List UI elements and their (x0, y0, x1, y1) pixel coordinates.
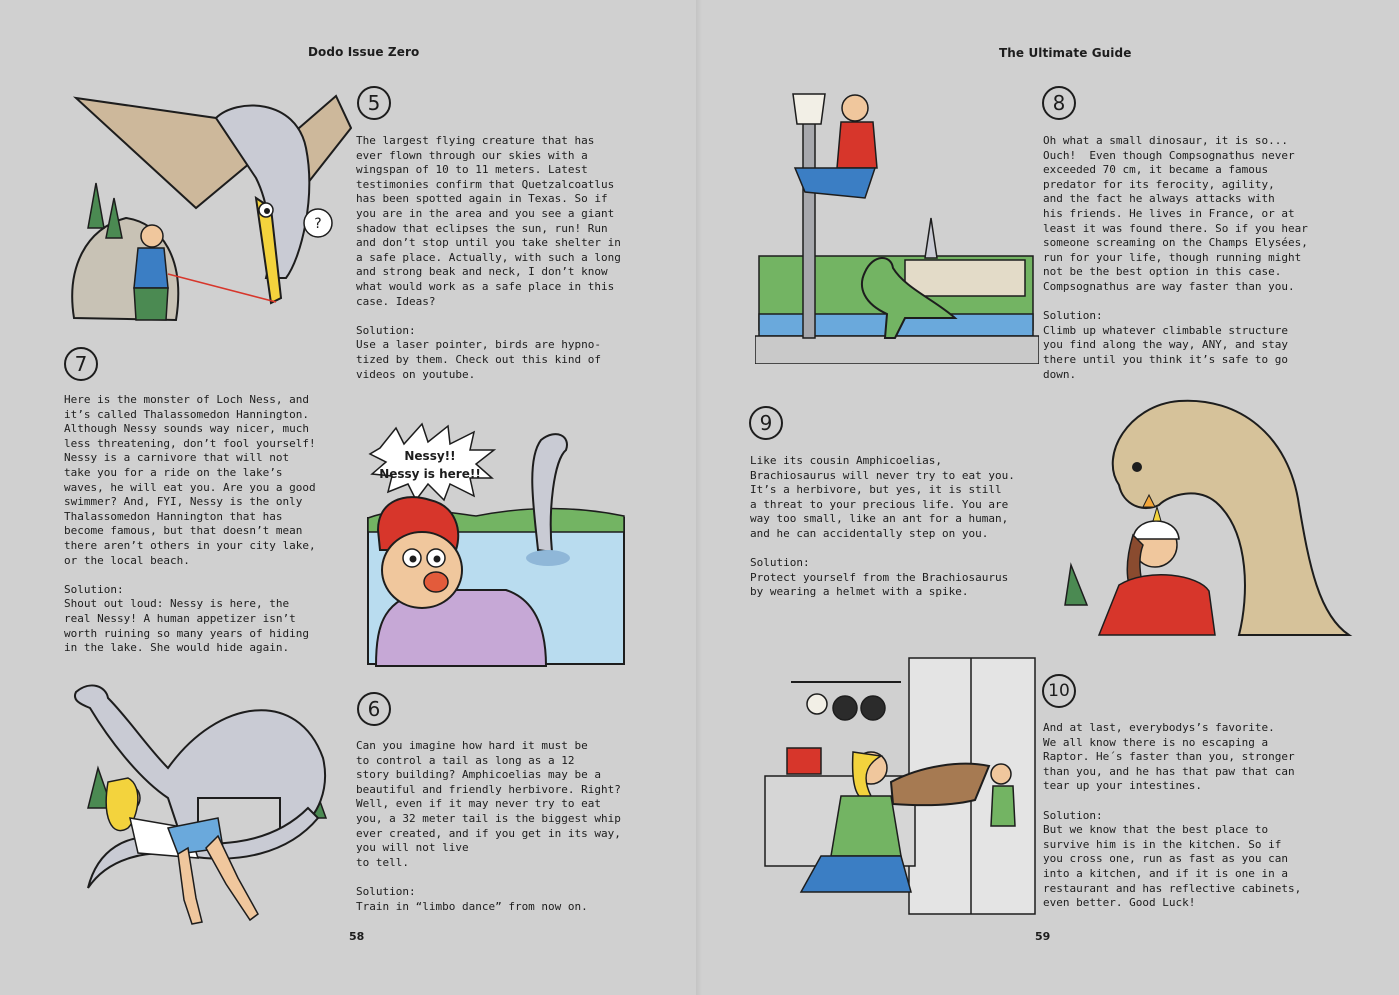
entry-text-10: And at last, everybodys’s favorite. We all know there is no escaping a Raptor. He´s faster than you, stronger than you, and he has that paw that can tear up your intestines. Solution: But we know that the best place to survive him is in the kitchen. So if you cross one, run as fast as you can into a kitchen, and if it is one in a restaurant and has reflective cabinets, even better. Good Luck! (1043, 721, 1302, 910)
brachiosaurus-illustration (1059, 395, 1361, 651)
entry-number-6: 6 (357, 692, 391, 726)
entry-number-7: 7 (64, 347, 98, 381)
entry-text-7: Here is the monster of Loch Ness, and it’s called Thalassomedon Hannington. Although Nessy sounds way nicer, much less threatening, don’t fool yourself! Nessy is a carnivore that will not take you for a ride on the lake’s waves, he will eat you. Are you a good swimmer? And, FYI, Nessy is the only Thalassomedon Hannington that has become famous, but that doesn’t mean there aren’t others in your city lake, or the local beach. Solution: Shout out loud: Nessy is here, the real Nessy! A human appetizer isn’t worth ruining so many years of hiding in the lake. She would hide again. (64, 393, 316, 655)
entry-number-5: 5 (357, 86, 391, 120)
entry-text-6: Can you imagine how hard it must be to control a tail as long as a 12 story building? Amphicoelias may be a beautiful and friendly herbivore. Right? Well, even if it may never try to eat you, a 32 meter tail is the biggest whip ever created, and if you get in its way, you will not live to tell. Solution: Train in “limbo dance” from now on. (356, 739, 621, 913)
entry-text-5: The largest flying creature that has ever flown through our skies with a wingspan of 10 to 11 meters. Latest testimonies confirm that Quetzalcoatlus has been spotted again in Texas. So if you are in the area and you see a giant shadow that eclipses the sun, run! Run and don’t stop until you take shelter in a safe place. Actually, with such a long and strong beak and neck, I don’t know what would work as a safe place in this case. Ideas? Solution: Use a laser pointer, birds are hypno- tized by them. Check out this kind of videos on youtube. (356, 134, 621, 381)
folio-left: 58 (349, 930, 365, 943)
left-page (0, 0, 699, 995)
entry-number-8: 8 (1042, 86, 1076, 120)
running-head-left: Dodo Issue Zero (308, 45, 420, 59)
entry-number-10: 10 (1042, 674, 1076, 708)
bubble-line-2: Nessy is here!! (379, 467, 481, 481)
folio-right: 59 (1035, 930, 1051, 943)
right-page (699, 0, 1399, 995)
entry-text-9: Like its cousin Amphicoelias, Brachiosaurus will never try to eat you. It’s a herbivore, but yes, it is still a threat to your precious life. You are way too small, like an ant for a human, and he can accidentally step on you. Solution: Protect yourself from the Brachiosaurus by wearing a helmet with a spike. (750, 454, 1015, 599)
quetzalcoatlus-illustration (66, 88, 352, 338)
amphicoelias-illustration (68, 678, 350, 940)
compsognathus-illustration (755, 88, 1039, 364)
bubble-line-1: Nessy!! (404, 449, 456, 463)
nessy-illustration (366, 420, 628, 668)
entry-text-8: Oh what a small dinosaur, it is so... Ouch! Even though Compsognathus never exceeded 70 cm, it became a famous predator for its ferocity, agility, and the fact he always attacks with his friends. He lives in France, or at least it was found there. So if you hear someone screaming on the Champs Elysées, run for your life, though running might not be the best option in this case. Compsognathus are way faster than you. Solution: Climb up whatever climbable structure you find along the way, ANY, and stay there until you think it’s safe to go down. (1043, 134, 1308, 381)
bubble-question: ? (314, 216, 322, 232)
running-head-right: The Ultimate Guide (999, 46, 1132, 60)
entry-number-9: 9 (749, 406, 783, 440)
raptor-kitchen-illustration (761, 656, 1041, 918)
